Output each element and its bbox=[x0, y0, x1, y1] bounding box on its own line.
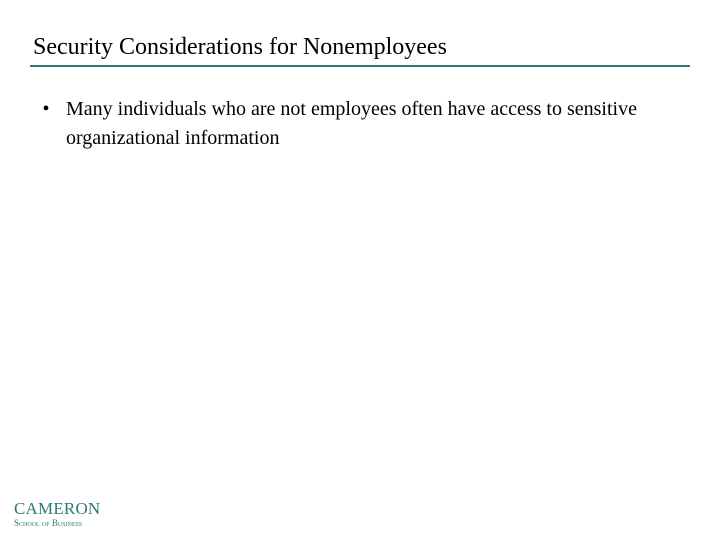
title-divider bbox=[30, 65, 690, 67]
bullet-list bbox=[36, 95, 676, 153]
logo-name: CAMERON bbox=[14, 499, 101, 518]
logo-subtitle: School of Business bbox=[14, 518, 83, 528]
cameron-logo bbox=[14, 500, 114, 528]
bullet-item bbox=[36, 95, 676, 153]
slide-title: Security Considerations for Nonemployees bbox=[33, 34, 447, 60]
bullet-text: Many individuals who are not employees often have access to sensitive organizational information bbox=[66, 98, 637, 149]
bullet-icon: • bbox=[42, 98, 50, 120]
